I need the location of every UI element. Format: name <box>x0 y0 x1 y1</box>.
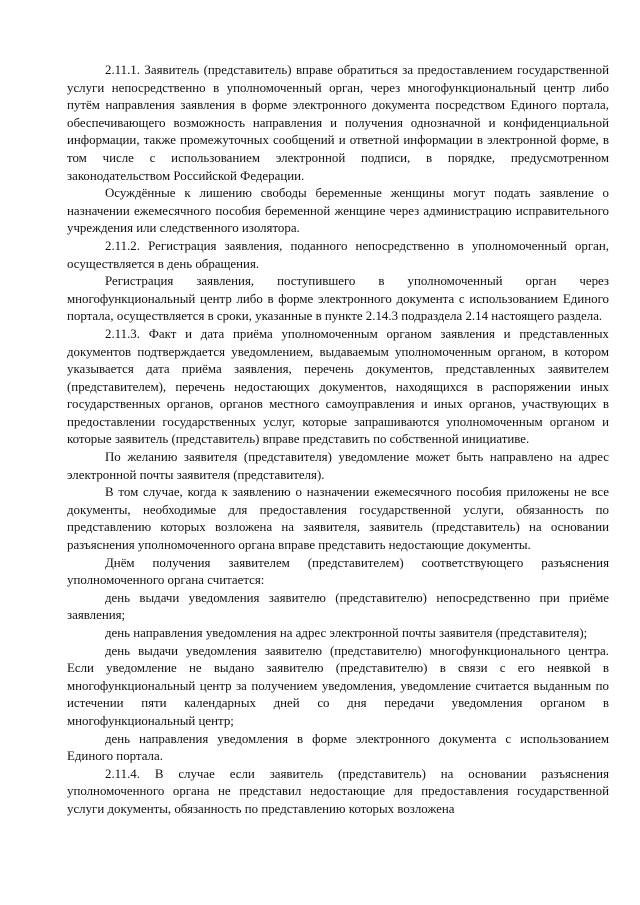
paragraph-missing-documents: В том случае, когда к заявлению о назначении ежемесячного пособия приложены не все документы, необходимые для предоставления государственной услуги, обязанность по представлению которых возложена на заявителя, заявитель (представитель) на основании разъяснения уполномоченного органа вправе представить недостающие документы. <box>67 485 609 553</box>
list-item-mfc: день выдачи уведомления заявителю (представителю) многофункционального центра. Если уведомление не выдано заявителю (представителю) в связи с его неявкой в многофункциональный центр за получением уведомления, уведомление считается выданным по истечении пяти календарных дней со дня передачи уведомления органом в многофункциональный центр; <box>67 643 609 728</box>
paragraph-receipt-day: Днём получения заявителем (представителем) соответствующего разъяснения уполномоченного органа считается: <box>67 555 609 588</box>
paragraph-convicted-women: Осуждённые к лишению свободы беременные женщины могут подать заявление о назначении ежемесячного пособия беременной женщине через администрацию исправительного учреждения или следственного изолятора. <box>67 186 609 236</box>
paragraph-2-11-3: 2.11.3. Факт и дата приёма уполномоченным органом заявления и представленных документов подтверждается уведомлением, выдаваемым уполномоченным органом, в котором указывается дата приёма заявления, перечень документов, представленных заявителем (представителем), перечень недостающих документов, находящихся в распоряжении иных государственных органов, органов местного самоуправления и иных органов, участвующих в предоставлении государственных услуг, которые запрашиваются уполномоченным органом и которые заявитель (представитель) вправе представить по собственной инициативе. <box>67 326 609 447</box>
paragraph-2-11-2: 2.11.2. Регистрация заявления, поданного непосредственно в уполномоченный орган, осуществляется в день обращения. <box>67 238 609 271</box>
document-page <box>67 62 609 819</box>
paragraph-email-notification: По желанию заявителя (представителя) уведомление может быть направлено на адрес электронной почты заявителя (представителя). <box>67 450 609 482</box>
paragraph-2-11-1: 2.11.1. Заявитель (представитель) вправе обратиться за предоставлением государственной услуги непосредственно в уполномоченный орган, через многофункциональный центр либо путём направления заявления в форме электронного документа посредством Единого портала, обеспечивающего возможность направления и получения однозначной и конфиденциальной информации, также промежуточных сообщений и ответной информации в электронной форме, в том числе с использованием электронной подписи, в порядке, предусмотренном законодательством Российской Федерации. <box>67 63 609 183</box>
list-item-email: день направления уведомления на адрес электронной почты заявителя (представителя); <box>105 626 588 640</box>
paragraph-2-11-4: 2.11.4. В случае если заявитель (представитель) на основании разъяснения уполномоченного органа не представил недостающие для предоставления государственной услуги документы, обязанность по представлению которых возложена <box>67 766 609 816</box>
list-item-portal: день направления уведомления в форме электронного документа с использованием Единого портала. <box>67 731 609 764</box>
paragraph-registration-terms: Регистрация заявления, поступившего в уполномоченный орган через многофункциональный центр либо в форме электронного документа с использованием Единого портала, осуществляется в сроки, указанные в пункте 2.14.3 подраздела 2.14 настоящего раздела. <box>67 274 609 324</box>
list-item-in-person: день выдачи уведомления заявителю (представителю) непосредственно при приёме заявления; <box>67 590 609 623</box>
